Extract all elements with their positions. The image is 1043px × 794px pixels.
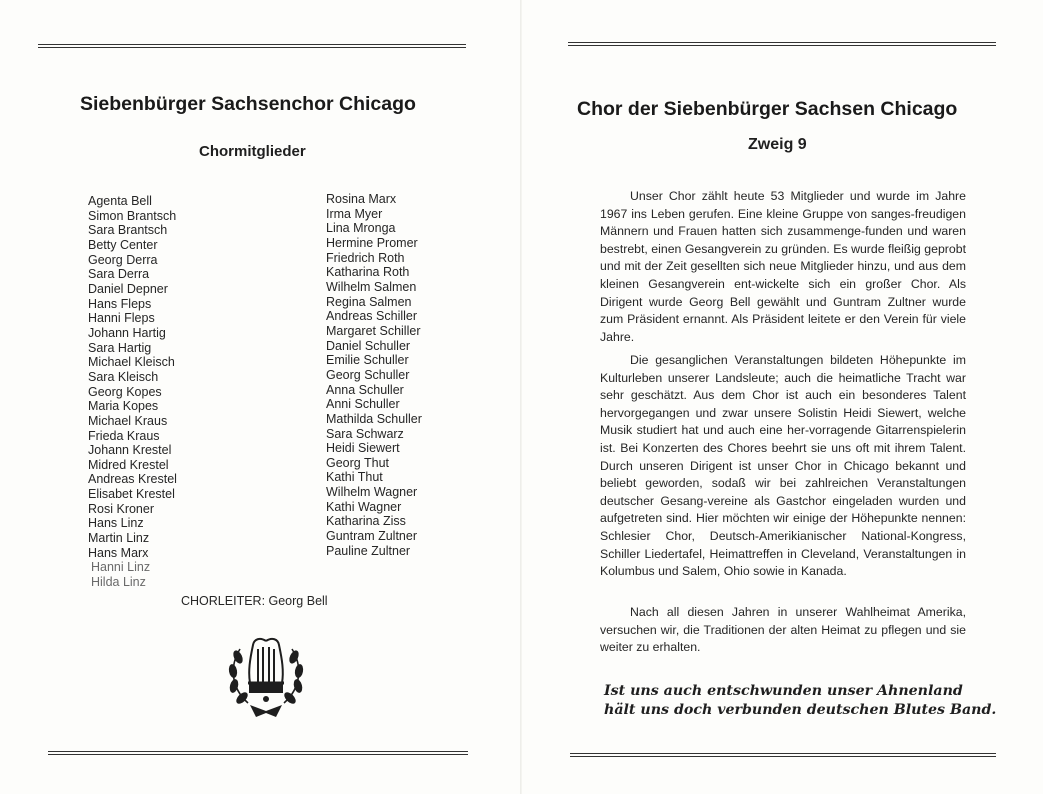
member-name: Michael Kleisch [88,355,175,370]
member-name: Sara Derra [88,267,150,282]
bottom-rule-right [570,753,996,759]
member-name: Hilda Linz [91,575,146,590]
member-name: Anna Schuller [326,382,404,397]
member-name: Mathilda Schuller [326,411,422,426]
motto-line-2: hält uns doch verbunden deutschen Blutes Band. [604,702,997,718]
member-name: Hermine Promer [326,235,418,250]
member-name: Regina Salmen [326,294,412,309]
member-name: Agenta Bell [88,194,152,208]
member-name: Wilhelm Wagner [326,485,418,500]
top-rule-right [568,42,996,48]
member-name: Heidi Siewert [326,441,400,456]
member-name: Hanni Fleps [88,311,155,326]
member-name: Daniel Depner [88,281,168,296]
members-heading: Chormitglieder [199,143,306,160]
member-name: Georg Schuller [326,367,410,382]
member-name: Guntram Zultner [326,529,418,544]
member-name: Irma Myer [326,206,383,221]
member-name: Georg Kopes [88,384,162,399]
right-page [522,0,1043,794]
members-list-col1 [88,194,177,590]
member-name: Andreas Krestel [88,472,177,487]
member-name: Andreas Schiller [326,309,418,324]
member-name: Wilhelm Salmen [326,279,417,294]
left-page [0,0,521,794]
member-name: Rosina Marx [326,192,397,206]
member-name: Hanni Linz [91,560,151,575]
member-name: Maria Kopes [88,399,159,414]
member-name: Simon Brantsch [88,208,177,223]
member-name: Georg Thut [326,455,390,470]
history-paragraph-1: Unser Chor zählt heute 53 Mitglieder und wurde im Jahre 1967 ins Leben gerufen. Eine kleine Gruppe von sanges-freudigen Männern und Frauen hatten sich zusammenge-funden und waren bestrebt, einen Gesangverein zu gründen. Es wurde fleißig geprobt und mit der Zeit gesellten sich neue Mitglieder hinzu, und aus dem kleinen Gesangverein ent-wickelte sich ein großer Chor. Als Dirigent wurde Georg Bell gewählt und Guntram Zultner wurde zum Präsident ernannt. Als Präsident leitete er den Verein für viele Jahre. [600,189,966,344]
member-name: Frieda Kraus [88,428,160,443]
motto-line-1: Ist uns auch entschwunden unser Ahnenland [604,683,963,699]
member-name: Sara Hartig [88,340,152,355]
member-name: Hans Linz [88,516,144,531]
member-name: Daniel Schuller [326,338,411,353]
member-name: Martin Linz [88,531,150,546]
history-paragraph-3: Nach all diesen Jahren in unserer Wahlheimat Amerika, versuchen wir, die Traditionen der alten Heimat zu pflegen und sie weiter zu erhalten. [600,605,966,655]
member-name: Johann Krestel [88,443,172,458]
member-name: Elisabet Krestel [88,487,175,502]
branch-subtitle: Zweig 9 [748,136,807,153]
member-name: Georg Derra [88,252,158,267]
member-name: Friedrich Roth [326,250,405,265]
member-name: Sara Brantsch [88,223,168,238]
member-name: Hans Marx [88,545,149,560]
member-name: Hans Fleps [88,296,152,311]
member-name: Kathi Wagner [326,499,402,514]
member-name: Kathi Thut [326,470,383,485]
history-paragraph-2: Die gesanglichen Veranstaltungen bildeten Höhepunkte im Kulturleben unserer Landsleute; auch die heimatliche Tracht war sehr geschätzt. Aus dem Chor ist auch ein besonderes Talent hervorgegangen und zwar unsere Solistin Heidi Siewert, welche Musik studiert hat und auch eine her-vorragende Gitarrenspielerin ist. Bei Konzerten des Chores beehrt sie uns oft mit ihrem Talent. Durch unseren Dirigent ist unser Chor in Chicago bekannt und beliebt geworden, sodaß wir bei zahlreichen Veranstaltungen deutscher Gesang-vereine als Gastchor eingeladen wurden und aufgetreten sind. Hier möchten wir einige der Höhepunkte nennen: Schlesier Chor, Deutsch-Amerikianischer National-Kongress, Schiller Liedertafel, Heimattreffen in Cleveland, Veranstaltungen in Kolumbus und Salem, Ohio sowie in Kanada. [600,353,966,579]
member-name: Anni Schuller [326,397,400,412]
lyre-emblem-icon [220,635,312,719]
member-name: Katharina Ziss [326,514,406,529]
member-name: Betty Center [88,237,158,252]
choir-title-right: Chor der Siebenbürger Sachsen Chicago [577,98,958,120]
member-name: Midred Krestel [88,457,169,472]
member-name: Michael Kraus [88,413,168,428]
member-name: Emilie Schuller [326,353,409,368]
member-name: Katharina Roth [326,265,410,280]
member-name: Pauline Zultner [326,543,411,558]
member-name: Sara Kleisch [88,369,159,384]
choir-title-left: Siebenbürger Sachsenchor Chicago [80,93,416,115]
top-rule-left [38,44,466,50]
members-list-col2 [326,192,422,558]
bottom-rule-left [48,751,468,757]
member-name: Margaret Schiller [326,323,421,338]
member-name: Lina Mronga [326,221,396,236]
member-name: Rosi Kroner [88,501,154,516]
member-name: Johann Hartig [88,325,166,340]
conductor-line: CHORLEITER: Georg Bell [181,594,328,608]
member-name: Sara Schwarz [326,426,404,441]
